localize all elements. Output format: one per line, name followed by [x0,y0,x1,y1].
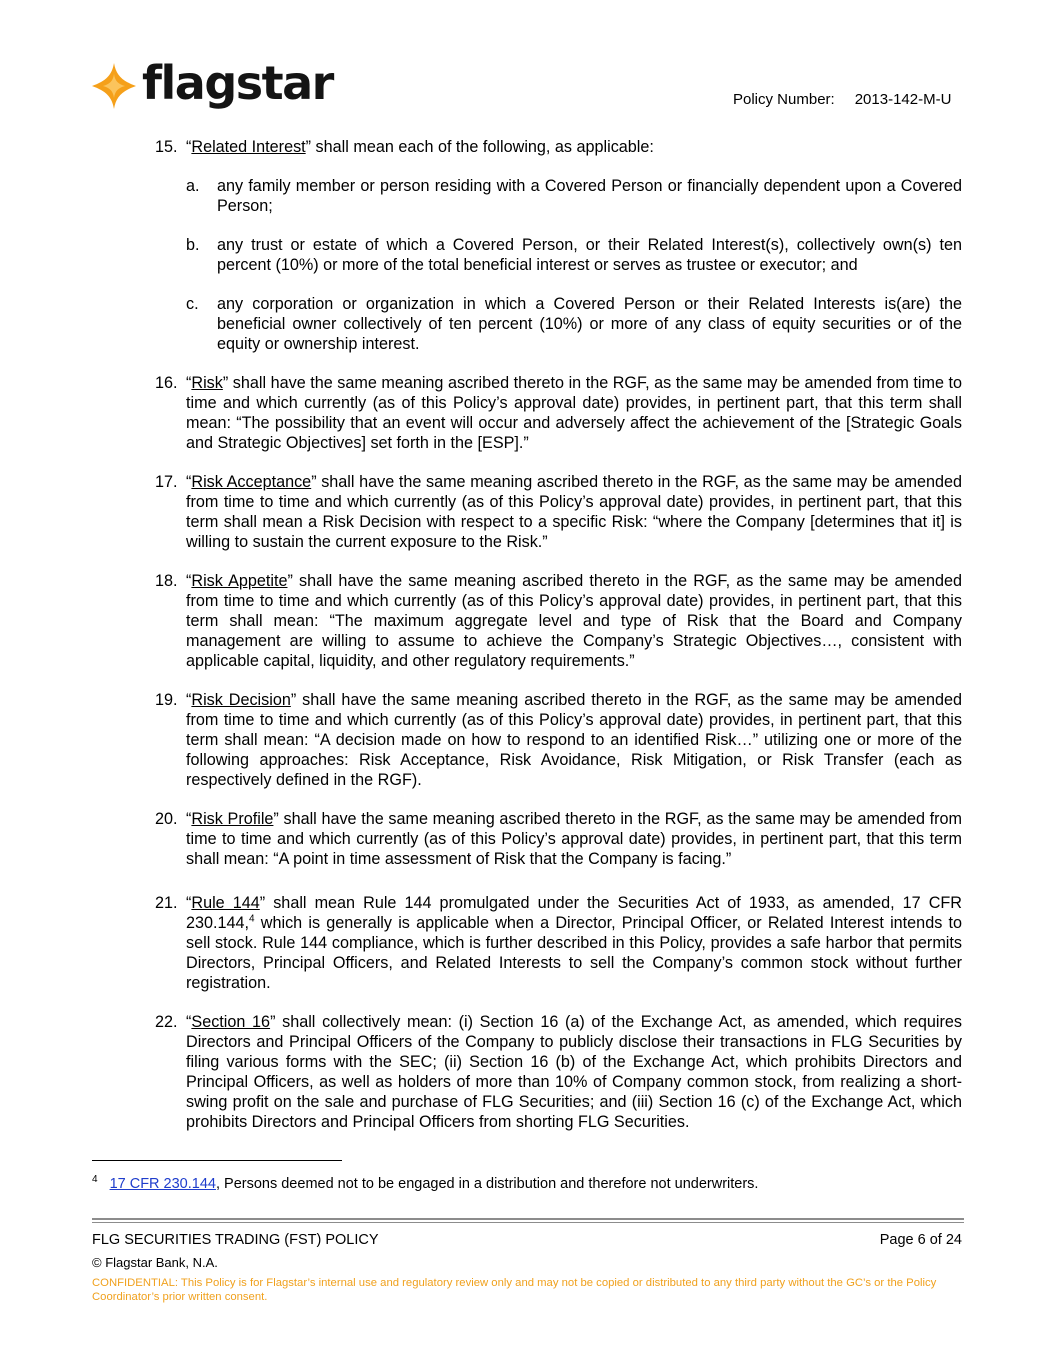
definition-text: ” shall mean each of the following, as applicable: [305,138,654,156]
definition-risk-decision [155,690,962,790]
footnote [92,1175,962,1193]
definition-text: ” shall mean Rule 144 promulgated under the Securities Act of 1933, as amended, 17 CFR 230.144, [186,894,962,932]
open-quote: “ [186,473,192,491]
item-number: 21. [155,894,178,912]
definition-text: ” shall have the same meaning ascribed thereto in the RGF, as the same may be amended from time to time and which currently (as of this Policy’s approval date) provides, in pertinent part, that this term shall mean: “A decision made on how to respond to an identified Risk…” utilizing one or more of the following approaches: Risk Acceptance, Risk Avoidance, Risk Mitigation, or Risk Transfer (each as respectively defined in the RGF). [186,691,962,789]
sub-letter: c. [186,295,199,313]
footer-divider-thin [92,1222,964,1223]
policy-number-label: Policy Number: [733,91,835,108]
definition-risk-appetite [155,571,962,671]
defined-term: Risk Profile [191,810,274,828]
item-number: 22. [155,1013,178,1031]
open-quote: “ [186,691,192,709]
defined-term: Section 16 [191,1013,271,1031]
sub-item-c [155,294,962,354]
policy-number-value: 2013-142-M-U [854,91,952,108]
definition-text-continued: which is generally is applicable when a Director, Principal Officer, or Related Interest intends to sell stock. Rule 144 compliance, which is further described in this Policy, provides a safe harbor that permits Directors, Principal Officers, and Related Interests to sell the Company’s common stock without further registration. [186,914,962,992]
flagstar-logo [92,56,333,112]
defined-term: Risk [191,374,223,392]
footnote-divider [92,1160,342,1161]
definition-risk-profile [155,809,962,869]
definition-section-16 [155,1012,962,1132]
footer-policy-title: FLG SECURITIES TRADING (FST) POLICY [92,1232,379,1248]
footnote-text: , Persons deemed not to be engaged in a distribution and therefore not underwriters. [215,1176,759,1192]
footer-page-number: Page 6 of 24 [879,1232,962,1248]
item-number: 18. [155,572,178,590]
policy-number [733,91,951,108]
open-quote: “ [186,374,192,392]
flagstar-star-icon [92,63,136,109]
definition-risk [155,373,962,453]
definition-text: ” shall have the same meaning ascribed thereto in the RGF, as the same may be amended from time to time and which currently (as of this Policy’s approval date) provides, in pertinent part, that this term shall mean: “The maximum aggregate level and type of Risk that the Board and Company management are willing to assume to achieve the Company’s Strategic Objectives…, consistent with applicable capital, liquidity, and other regulatory requirements.” [186,572,962,670]
defined-term: Risk Decision [191,691,291,709]
definition-text: ” shall have the same meaning ascribed thereto in the RGF, as the same may be amended from time to time and which currently (as of this Policy’s approval date) provides, in pertinent part, that this term shall mean a Risk Decision with respect to a specific Risk: “where the Company [determines that it] is willing to sustain the current exposure to the Risk.” [186,473,962,551]
item-number: 16. [155,374,178,392]
open-quote: “ [186,894,192,912]
definition-risk-acceptance [155,472,962,552]
definition-text: ” shall have the same meaning ascribed thereto in the RGF, as the same may be amended from time to time and which currently (as of this Policy’s approval date) provides, in pertinent part, that this term shall mean: “A point in time assessment of Risk that the Company is facing.” [186,810,962,868]
item-number: 15. [155,138,178,156]
definition-text: ” shall collectively mean: (i) Section 16 (a) of the Exchange Act, as amended, which requires Directors and Principal Officers of the Company to publicly disclose their transactions in FLG Securities by filing various forms with the SEC; (ii) Section 16 (b) of the Exchange Act, which prohibits Directors and Principal Officers, as well as holders of more than 10% of Company common stock, from realizing a short-swing profit on the sale and purchase of FLG Securities; and (iii) Section 16 (c) of the Exchange Act, which prohibits Directors and Principal Officers from shorting FLG Securities. [186,1013,963,1131]
logo-wordmark: flagstar [142,56,333,110]
defined-term: Risk Appetite [191,572,288,590]
sub-letter: b. [186,236,200,254]
footnote-mark: 4 [92,1174,98,1186]
sub-item-a [155,176,962,216]
open-quote: “ [186,138,192,156]
item-number: 19. [155,691,178,709]
sub-item-b [155,235,962,275]
defined-term: Related Interest [191,138,306,156]
footnote-reference[interactable]: 4 [249,913,255,925]
defined-term: Risk Acceptance [191,473,312,491]
item-number: 20. [155,810,178,828]
footer-copyright: © Flagstar Bank, N.A. [92,1255,218,1270]
open-quote: “ [186,810,192,828]
sub-letter: a. [186,177,200,195]
sub-text: any family member or person residing with a Covered Person or financially dependent upon a Covered Person; [217,177,962,215]
definition-rule-144 [155,893,962,993]
footer-confidential-notice: CONFIDENTIAL: This Policy is for Flagstar’s internal use and regulatory review only and may not be copied or distributed to any third party without the GC’s or the Policy Coordinator’s prior written consent. [92,1277,937,1303]
definition-text: ” shall have the same meaning ascribed thereto in the RGF, as the same may be amended from time to time and which currently (as of this Policy’s approval date) provides, in pertinent part, that this term shall mean: “The possibility that an event will occur and adversely affect the achievement of the [Strategic Goals and Strategic Objectives] set forth in the [ESP].” [186,374,962,452]
open-quote: “ [186,1013,192,1031]
item-number: 17. [155,473,178,491]
footer-divider [92,1218,964,1220]
definitions-list [155,137,962,1151]
definition-related-interest [155,137,962,157]
sub-text: any trust or estate of which a Covered Person, or their Related Interest(s), collectively own(s) ten percent (10%) or more of the total beneficial interest or serves as trustee or executor; and [217,236,962,274]
footnote-link[interactable]: 17 CFR 230.144 [109,1176,216,1192]
sub-text: any corporation or organization in which a Covered Person or their Related Interests is(are) the beneficial owner collectively of ten percent (10%) or more of any class of equity securities or of the equity or ownership interest. [217,295,962,353]
open-quote: “ [186,572,192,590]
defined-term: Rule 144 [191,894,260,912]
